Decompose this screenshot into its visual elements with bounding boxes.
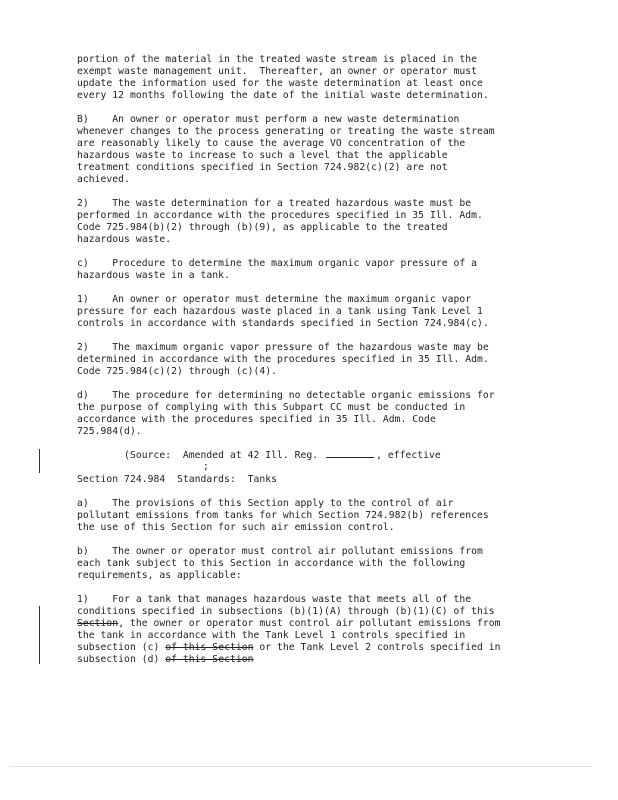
text-line: requirements, as applicable: <box>77 570 242 581</box>
text-line <box>77 654 254 666</box>
text-line: treatment conditions specified in Section 724.982(c)(2) are not <box>77 162 448 173</box>
text-line: exempt waste management unit. Thereafter, an owner or operator must <box>77 66 478 77</box>
text-line: each tank subject to this Section in accordance with the following <box>77 558 466 569</box>
source-prefix: (Source: Amended at 42 Ill. Reg. <box>77 450 325 461</box>
text-line <box>77 642 501 654</box>
section-heading: Section 724.984 Standards: Tanks <box>77 474 278 485</box>
source-suffix: , effective <box>376 450 441 461</box>
text-line: accordance with the procedures specified in 35 Ill. Adm. Code <box>77 414 436 425</box>
deleted-text: Section <box>77 618 119 629</box>
text-line: Code 725.984(b)(2) through (b)(9), as applicable to the treated <box>77 222 448 233</box>
text-line: the tank in accordance with the Tank Level 1 controls specified in <box>77 630 466 641</box>
text-line: d) The procedure for determining no detectable organic emissions for <box>77 390 495 401</box>
text-line: whenever changes to the process generating or treating the waste stream <box>77 126 495 137</box>
text-line: 2) The maximum organic vapor pressure of the hazardous waste may be <box>77 342 489 353</box>
text-fragment: , the owner or operator must control air pollutant emissions from <box>118 618 501 629</box>
text-line: conditions specified in subsections (b)(1)(A) through (b)(1)(C) of this <box>77 606 495 617</box>
text-line: c) Procedure to determine the maximum organic vapor pressure of a <box>77 258 478 269</box>
text-line: hazardous waste to increase to such a level that the applicable <box>77 150 448 161</box>
text-line: every 12 months following the date of the initial waste determination. <box>77 90 489 101</box>
revision-change-bar <box>39 449 40 473</box>
text-line: controls in accordance with standards specified in Section 724.984(c). <box>77 318 489 329</box>
text-fragment: or the Tank Level 2 controls specified in <box>253 642 501 653</box>
revision-change-bar <box>39 606 40 664</box>
blank-field <box>326 451 374 458</box>
text-line: portion of the material in the treated waste stream is placed in the <box>77 54 478 65</box>
text-line <box>77 618 501 630</box>
text-line: determined in accordance with the procedures specified in 35 Ill. Adm. <box>77 354 489 365</box>
text-line: pollutant emissions from tanks for which Section 724.982(b) references <box>77 510 489 521</box>
text-line: hazardous waste. <box>77 234 172 245</box>
text-line: are reasonably likely to cause the average VO concentration of the <box>77 138 466 149</box>
deleted-text: of this Section <box>165 642 254 653</box>
source-note <box>77 450 441 462</box>
text-line: the use of this Section for such air emission control. <box>77 522 395 533</box>
page-bottom-rule <box>10 766 592 767</box>
text-line: a) The provisions of this Section apply to the control of air <box>77 498 454 509</box>
text-fragment: subsection (d) <box>77 654 166 665</box>
text-line: update the information used for the waste determination at least once <box>77 78 483 89</box>
text-line: the purpose of complying with this Subpart CC must be conducted in <box>77 402 466 413</box>
text-line: 725.984(d). <box>77 426 142 437</box>
text-line: achieved. <box>77 174 130 185</box>
text-line: hazardous waste in a tank. <box>77 270 230 281</box>
text-fragment: subsection (c) <box>77 642 166 653</box>
deleted-text: of this Section <box>165 654 254 665</box>
text-line: b) The owner or operator must control air pollutant emissions from <box>77 546 483 557</box>
text-line: 2) The waste determination for a treated hazardous waste must be <box>77 198 472 209</box>
text-line: 1) For a tank that manages hazardous waste that meets all of the <box>77 594 472 605</box>
text-line: B) An owner or operator must perform a new waste determination <box>77 114 460 125</box>
source-semicolon: ; <box>203 461 209 472</box>
text-line: Code 725.984(c)(2) through (c)(4). <box>77 366 278 377</box>
text-line: pressure for each hazardous waste placed in a tank using Tank Level 1 <box>77 306 483 317</box>
text-line: 1) An owner or operator must determine the maximum organic vapor <box>77 294 472 305</box>
text-line: performed in accordance with the procedures specified in 35 Ill. Adm. <box>77 210 483 221</box>
